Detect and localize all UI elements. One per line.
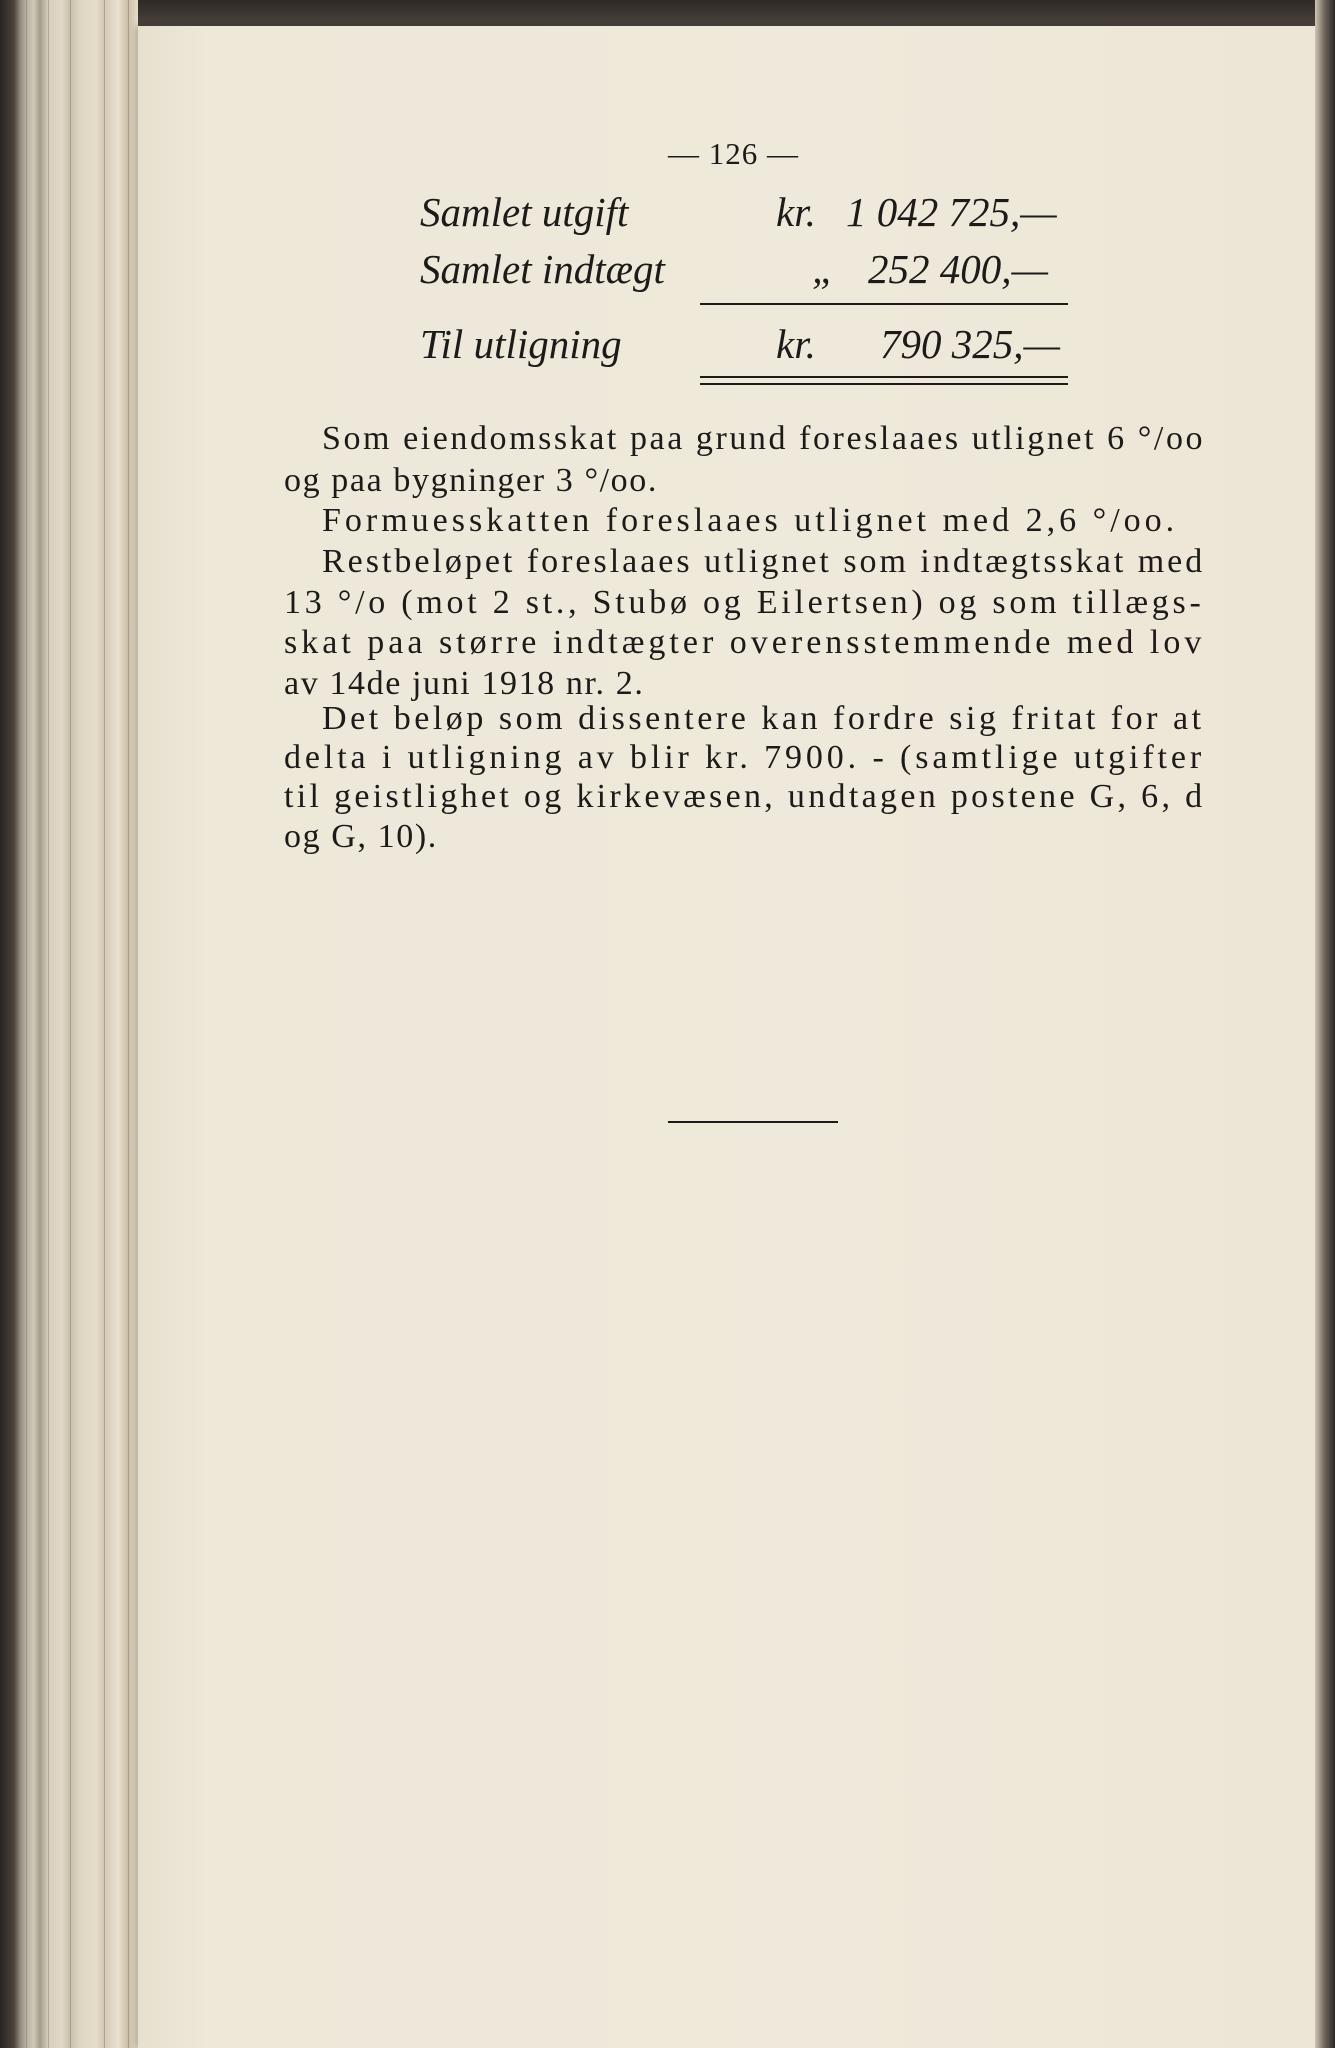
summary-amount-utgift: 1 042 725,—	[846, 189, 1057, 235]
body-line: til geistlighet og kirkevæsen, undtagen postene G, 6, d	[284, 778, 1206, 815]
body-line: delta i utligning av blir kr. 7900. - (samtlige utgifter	[284, 739, 1206, 776]
section-end-rule	[668, 1121, 838, 1123]
total-double-rule-top	[700, 376, 1068, 378]
body-line: Restbeløpet foreslaaes utlignet som indtægtsskat med	[322, 543, 1206, 580]
summary-amount-utligning: 790 325,—	[880, 321, 1060, 367]
summary-prefix-indtaegt: „	[812, 246, 835, 292]
page-number: — 126 —	[668, 136, 799, 171]
total-double-rule-bottom	[700, 383, 1068, 385]
body-line: Det beløp som dissentere kan fordre sig fritat for at	[322, 700, 1205, 737]
body-line: Formuesskatten foreslaaes utlignet med 2,6 °/oo.	[322, 502, 1179, 539]
right-page-edge	[1315, 0, 1335, 2048]
summary-amount-indtaegt: 252 400,—	[868, 246, 1048, 292]
top-background	[138, 0, 1335, 26]
body-line: og G, 10).	[284, 818, 438, 855]
summary-prefix-utligning: kr.	[776, 321, 816, 367]
body-line: skat paa større indtægter overensstemmende med lov	[284, 624, 1206, 661]
summary-label-utligning: Til utligning	[420, 321, 622, 367]
body-line: Som eiendomsskat paa grund foreslaaes utlignet 6 °/oo	[322, 420, 1206, 457]
summary-label-indtaegt: Samlet indtægt	[420, 246, 665, 292]
body-line: og paa bygninger 3 °/oo.	[284, 462, 658, 499]
summary-prefix-utgift: kr.	[776, 189, 816, 235]
book-page	[138, 26, 1316, 2048]
book-edges	[0, 0, 150, 2048]
sum-rule	[700, 303, 1068, 305]
summary-label-utgift: Samlet utgift	[420, 189, 629, 235]
body-line: av 14de juni 1918 nr. 2.	[284, 665, 645, 702]
body-line: 13 °/o (mot 2 st., Stubø og Eilertsen) og som tillægs-	[284, 584, 1205, 621]
